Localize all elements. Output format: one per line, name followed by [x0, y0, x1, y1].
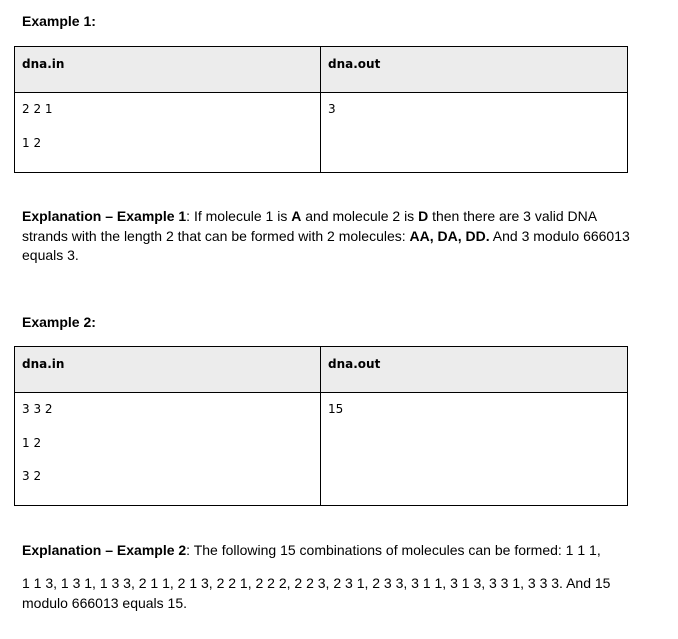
input-file-header: dna.in	[15, 347, 321, 393]
table-row	[15, 393, 628, 506]
example-1-io-table	[14, 46, 628, 173]
example-2-heading: Example 2:	[22, 314, 96, 330]
explanation-label: Explanation – Example 2	[22, 542, 187, 558]
table-header-row	[15, 47, 628, 93]
output-line: 3	[328, 102, 336, 116]
input-line: 1 2	[22, 435, 42, 450]
explanation-label: Explanation – Example 1	[22, 208, 187, 224]
input-line: 2 2 1	[22, 102, 53, 116]
example-1-heading: Example 1:	[22, 13, 96, 29]
molecule-a: A	[291, 208, 302, 224]
table-row	[15, 93, 628, 173]
example-2-io-table	[14, 346, 628, 506]
output-file-header: dna.out	[321, 347, 628, 393]
example-2-explanation-line-2: 1 1 3, 1 3 1, 1 3 3, 2 1 1, 2 1 3, 2 2 1, 2 2 2, 2 2 3, 2 3 1, 2 3 3, 3 1 1, 3 1 3, 3 3 1, 3 3 3. And 15 modulo 666013 equals 15.	[22, 575, 611, 611]
output-file-header: dna.out	[321, 47, 628, 93]
input-line: 3 3 2	[22, 402, 53, 416]
input-file-content	[15, 393, 321, 506]
input-file-header: dna.in	[15, 47, 321, 93]
input-file-content	[15, 93, 321, 173]
example-2-explanation-line-1: Explanation – Example 2: The following 15 combinations of molecules can be formed: 1 1 1,	[22, 542, 601, 558]
output-line: 15	[328, 402, 344, 416]
molecule-d: D	[418, 208, 429, 224]
input-line: 1 2	[22, 135, 42, 150]
input-line: 3 2	[22, 469, 42, 483]
table-header-row	[15, 347, 628, 393]
output-file-content	[321, 393, 628, 506]
strand-list: AA, DA, DD.	[409, 227, 490, 244]
example-1-explanation: Explanation – Example 1: If molecule 1 is A and molecule 2 is D then there are 3 valid DNA strands with the length 2 that can be formed with 2 molecules: AA, DA, DD. And 3 modulo 666013 equals 3.	[22, 208, 630, 263]
output-file-content	[321, 93, 628, 173]
